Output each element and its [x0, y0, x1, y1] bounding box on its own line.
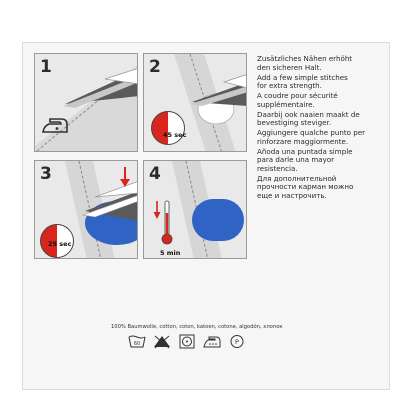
instruction-de: Zusätzliches Nähen erhöht den sicheren Halt. — [257, 54, 353, 72]
composition-text: 100% Baumwolle, cotton, coton, katoen, cotone, algodón, хлопок — [111, 324, 283, 330]
thermometer-icon — [160, 199, 174, 247]
instruction-ru: Для дополнительной прочности карман можно еще и настрочить. — [257, 173, 354, 200]
instruction-es: Añoda una puntada simple para darle una mayor resistencia. — [257, 146, 353, 173]
no-bleach-icon — [153, 334, 171, 349]
instruction-nl: Daarbij ook naaien maakt de bevestiging steviger. — [257, 109, 360, 127]
iron-low-heat-icon — [41, 116, 69, 134]
svg-text:P: P — [235, 338, 239, 346]
step-number: 2 — [149, 57, 161, 77]
instruction-en: Add a few simple stitches for extra strength. — [257, 72, 348, 90]
arrow-down-icon — [153, 201, 161, 221]
step-4-panel — [143, 160, 247, 259]
dry-clean-p-icon — [228, 334, 246, 349]
timer-label: 25 sec — [48, 240, 72, 248]
instructions-text — [257, 55, 387, 202]
wash-60-icon — [128, 334, 146, 349]
tumble-dry-icon — [178, 334, 196, 349]
step-1-panel — [34, 53, 138, 152]
step-number: 3 — [40, 164, 52, 184]
svg-text:60: 60 — [133, 341, 141, 347]
step-number: 4 — [149, 164, 161, 184]
step-2-panel — [143, 53, 247, 152]
timer-label: 45 sec — [163, 131, 187, 139]
iron-high-icon — [203, 334, 221, 349]
timer-dial-icon — [151, 111, 185, 145]
cooling-time-label: 5 min — [160, 249, 181, 257]
step-3-panel — [34, 160, 138, 259]
instruction-fr: A coudre pour sécurité supplémentaire. — [257, 91, 338, 109]
care-symbols — [128, 334, 246, 349]
step-number: 1 — [40, 57, 52, 77]
instruction-it: Aggiungere qualche punto per rinforzare maggiormente. — [257, 128, 366, 146]
